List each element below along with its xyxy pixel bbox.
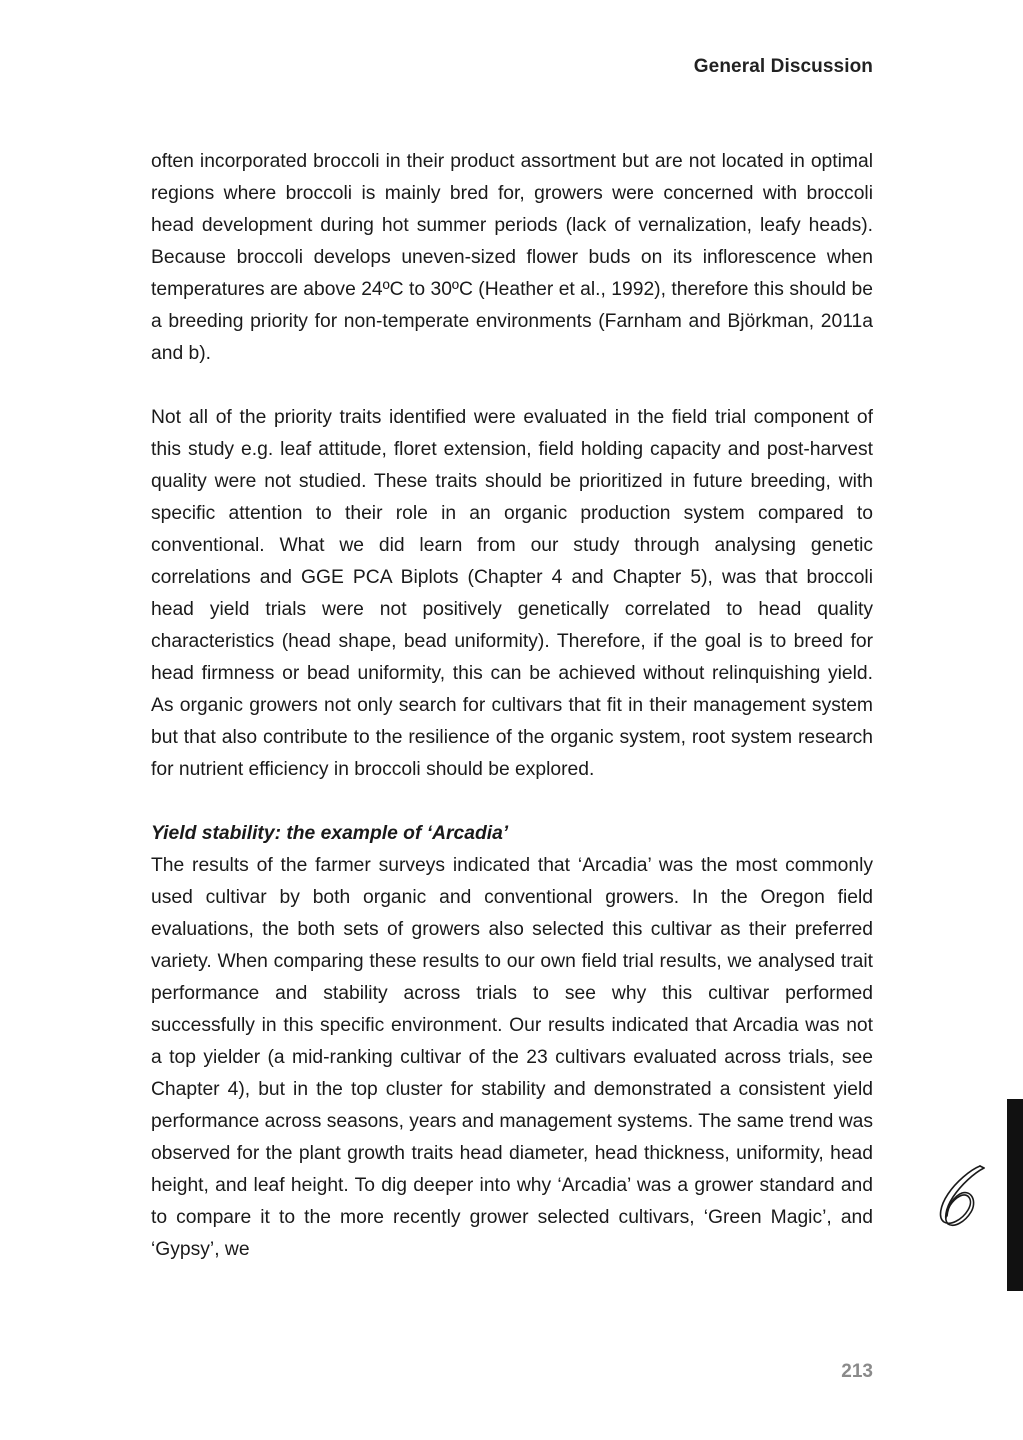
chapter-six-outline-icon xyxy=(934,1160,986,1228)
page-number: 213 xyxy=(841,1361,873,1382)
body-text xyxy=(151,146,873,1266)
paragraph-3: The results of the farmer surveys indicated that ‘Arcadia’ was the most commonly used cultivar by both organic and conventional growers. In the Oregon field evaluations, the both sets of growers also selected this cultivar as their preferred variety. When comparing these results to our own field trial results, we analysed trait performance and stability across trials to see why this cultivar performed successfully in this specific environment. Our results indicated that Arcadia was not a top yielder (a mid-ranking cultivar of the 23 cultivars evaluated across trials, see Chapter 4), but in the top cluster for stability and demonstrated a consistent yield performance across seasons, years and management systems. The same trend was observed for the plant growth traits head diameter, head thickness, uniformity, head height, and leaf height. To dig deeper into why ‘Arcadia’ was a grower standard and to compare it to the more recently grower selected cultivars, ‘Green Magic’, and ‘Gypsy’, we xyxy=(151,855,873,1260)
chapter-thumb-tab xyxy=(1007,1099,1023,1291)
paragraph-1: often incorporated broccoli in their product assortment but are not located in optimal regions where broccoli is mainly bred for, growers were concerned with broccoli head development during hot summer periods (lack of vernalization, leafy heads). Because broccoli develops uneven-sized flower buds on its inflorescence when temperatures are above 24ºC to 30ºC (Heather et al., 1992), therefore this should be a breeding priority for non-temperate environments (Farnham and Björkman, 2011a and b). xyxy=(151,151,873,364)
paragraph-2: Not all of the priority traits identified were evaluated in the field trial component of this study e.g. leaf attitude, floret extension, field holding capacity and post-harvest quality were not studied. These traits should be prioritized in future breeding, with specific attention to their role in an organic production system compared to conventional. What we did learn from our study through analysing genetic correlations and GGE PCA Biplots (Chapter 4 and Chapter 5), was that broccoli head yield trials were not positively genetically correlated to head quality characteristics (head shape, bead uniformity). Therefore, if the goal is to breed for head firmness or bead uniformity, this can be achieved without relinquishing yield. As organic growers not only search for cultivars that fit in their management system but that also contribute to the resilience of the organic system, root system research for nutrient efficiency in broccoli should be explored. xyxy=(151,407,873,780)
running-header: General Discussion xyxy=(693,56,873,77)
section-heading: Yield stability: the example of ‘Arcadia’ xyxy=(151,823,509,844)
